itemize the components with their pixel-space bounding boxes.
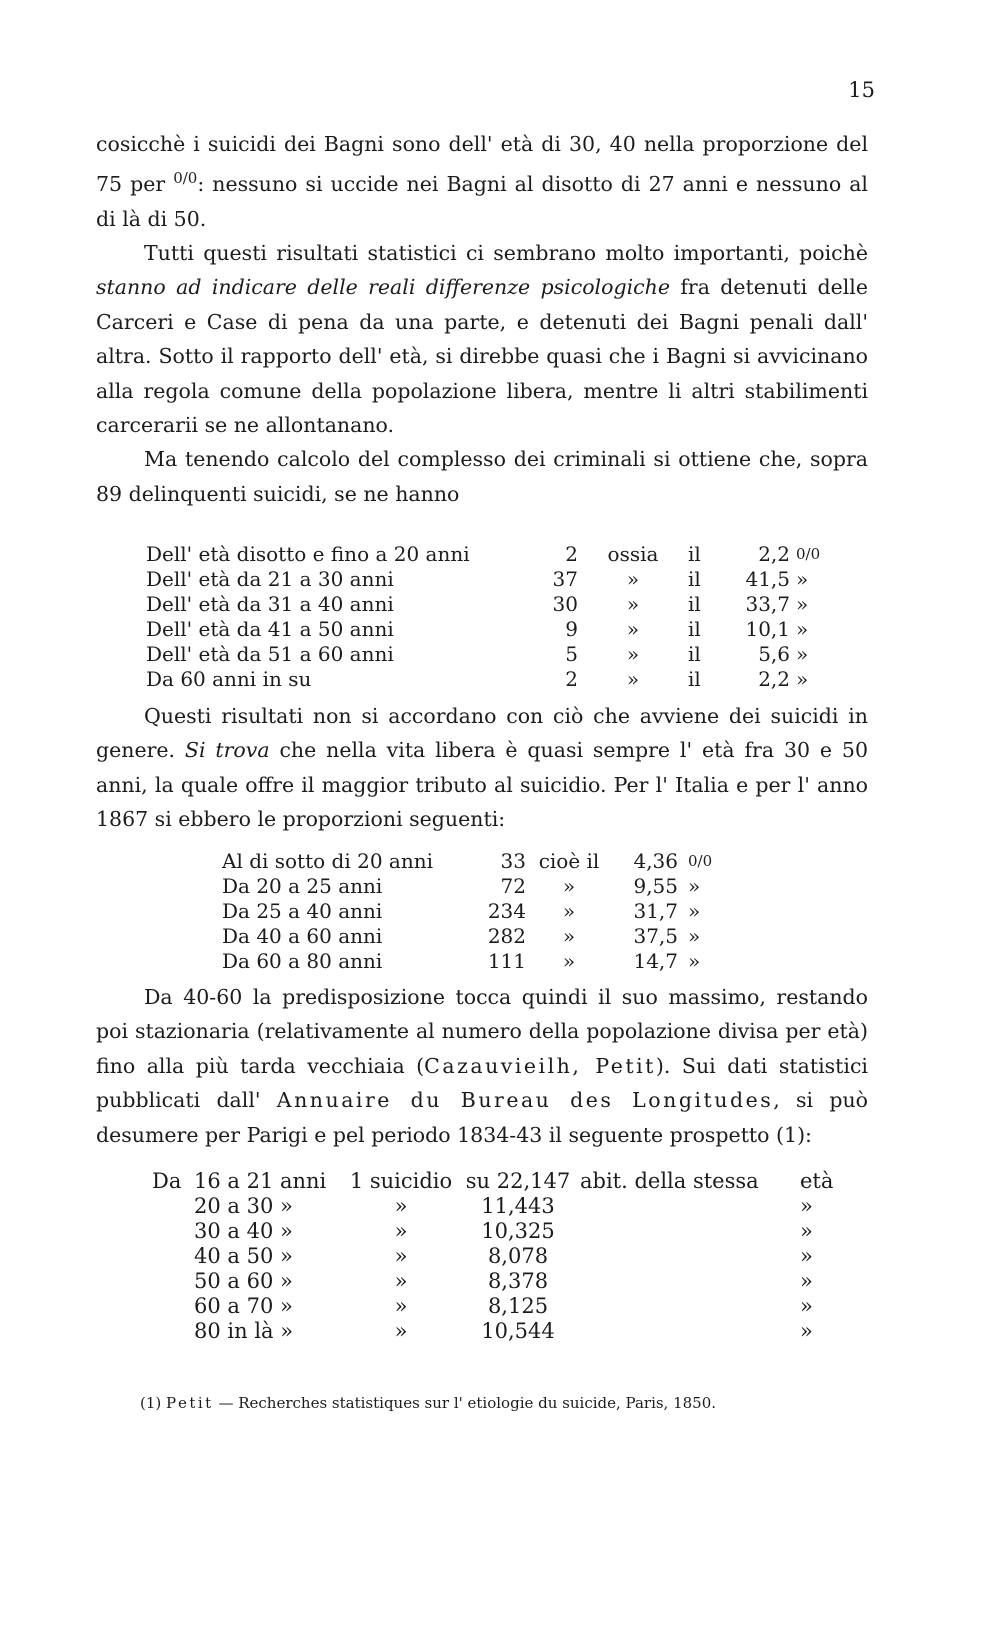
- table-row-pct: »: [796, 567, 809, 591]
- table-row-su: su 22,147: [465, 1169, 571, 1193]
- table-row: [152, 1244, 840, 1269]
- table-row-tail: [580, 1244, 800, 1269]
- table-row-end: »: [800, 1269, 813, 1293]
- table-row-da: [152, 1244, 194, 1269]
- table-row-n: 9: [565, 617, 578, 641]
- table-row-da: [152, 1294, 194, 1319]
- table-row-link: »: [562, 924, 576, 948]
- table-row-age: Da 60 anni in su: [146, 667, 312, 691]
- paragraph-4-end: che nella vita libera è quasi sempre l' età fra 30 e 50 anni, la quale offre il maggior tributo al suicidio. Per l' Italia e per l' anno 1867 si ebbero le proporzioni seguenti:: [96, 738, 868, 832]
- table-row-pct: »: [796, 642, 809, 666]
- table-row-il: il: [688, 642, 701, 666]
- table-row-end: »: [800, 1319, 813, 1343]
- age-table-criminals: [146, 542, 842, 692]
- age-table-paris: [152, 1169, 840, 1344]
- table-row-suicidio: »: [394, 1219, 408, 1243]
- paragraph-1-text: cosicchè i suicidi dei Bagni sono dell' età di 30, 40 nella proporzione del 75 per: [96, 132, 868, 197]
- paragraph-5-start: Da 40-60 la predisposizione tocca quindi il suo massimo, restando poi stazionaria (relativamente al numero della popolazione divisa per età) fino alla più tarda vecchiaia (: [96, 985, 868, 1078]
- table-row-end: »: [800, 1219, 813, 1243]
- table-row-range: 60 a 70 »: [194, 1294, 293, 1318]
- table-row-pct: »: [688, 949, 701, 973]
- table-row-da: [152, 1219, 194, 1244]
- table-row-suicidio: »: [394, 1244, 408, 1268]
- table-row-suicidio: 1 suicidio: [349, 1169, 453, 1193]
- citation-annuaire: Annuaire du Bureau des Longitudes: [276, 1088, 774, 1113]
- table-row-end: »: [800, 1244, 813, 1268]
- table-row-n: 234: [487, 899, 526, 923]
- table-row-da: Da: [152, 1169, 182, 1193]
- table-row: [222, 949, 748, 974]
- table-row-il: il: [688, 542, 701, 566]
- page-number: 15: [848, 78, 875, 102]
- table-row-suicidio: »: [394, 1294, 408, 1318]
- table-row-range: 16 a 21 anni: [194, 1169, 327, 1193]
- table-row-age: Dell' età disotto e fino a 20 anni: [146, 542, 470, 566]
- paragraph-5-end: , si può desumere per Parigi e pel periodo 1834-43 il seguente prospetto (1):: [96, 1088, 869, 1147]
- table-row-il: il: [688, 617, 701, 641]
- table-row: [152, 1219, 840, 1244]
- table-row-age: Da 25 a 40 anni: [222, 899, 383, 923]
- table-row: [146, 617, 842, 642]
- table-row-n: 33: [500, 849, 526, 873]
- table-row-su: 11,443: [481, 1194, 555, 1218]
- table-row-n: 37: [552, 567, 578, 591]
- footnote-author: Petit: [166, 1394, 214, 1412]
- table-row: [146, 667, 842, 692]
- table-row-su: 10,544: [481, 1319, 555, 1343]
- table-row-range: 30 a 40 »: [194, 1219, 293, 1243]
- table-row-val: 4,36: [633, 849, 678, 873]
- footnote-text: — Recherches statistiques sur l' etiologie du suicide, Paris, 1850.: [218, 1394, 717, 1412]
- table-row-val: 37,5: [633, 924, 678, 948]
- table-row-tail: [580, 1319, 800, 1344]
- table-row-end: »: [800, 1194, 813, 1218]
- table-row: [146, 642, 842, 667]
- table-row-link: ossia: [607, 542, 659, 566]
- table-row-link: »: [626, 592, 640, 616]
- table-row-age: Dell' età da 21 a 30 anni: [146, 567, 394, 591]
- citation-authors: Cazauvieilh, Petit: [424, 1053, 656, 1078]
- table-row-range: 20 a 30 »: [194, 1194, 293, 1218]
- footnote-mark: (1): [140, 1394, 162, 1412]
- table-row: [152, 1194, 840, 1219]
- paragraph-4-start: Questi risultati non si accordano con ciò che avviene dei suicidi in genere.: [96, 704, 868, 763]
- percent-sign: 0/0: [173, 169, 198, 188]
- table-row-pct: 0/0: [688, 852, 713, 870]
- table-row-da: [152, 1194, 194, 1219]
- table-row-link: »: [562, 949, 576, 973]
- table-row-pct: »: [688, 924, 701, 948]
- paragraph-2: [96, 236, 868, 442]
- table-row-range: 50 a 60 »: [194, 1269, 293, 1293]
- table-row: [152, 1294, 840, 1319]
- table-row-end: età: [800, 1169, 834, 1193]
- table-row-age: Da 40 a 60 anni: [222, 924, 383, 948]
- table-row-da: [152, 1319, 194, 1344]
- table-row: [146, 592, 842, 617]
- table-row-val: 10,1: [745, 617, 790, 641]
- table-row-range: 40 a 50 »: [194, 1244, 293, 1268]
- table-row-link: »: [562, 874, 576, 898]
- table-row-n: 72: [500, 874, 526, 898]
- table-row-age: Dell' età da 31 a 40 anni: [146, 592, 394, 616]
- table-row-su: 8,125: [487, 1294, 549, 1318]
- table-row-n: 5: [565, 642, 578, 666]
- table-row: [146, 542, 842, 567]
- table-row-suicidio: »: [394, 1319, 408, 1343]
- table-row-il: il: [688, 667, 701, 691]
- table-row-val: 2,2: [758, 542, 790, 566]
- paragraph-5-middle: ). Sui dati statistici pubblicati dall': [96, 1053, 868, 1113]
- table-row-pct: 0/0: [796, 545, 821, 563]
- paragraph-4: [96, 699, 868, 837]
- table-row-link: »: [626, 567, 640, 591]
- table-row-tail: [580, 1194, 800, 1219]
- table-row: [152, 1269, 840, 1294]
- table-row-su: 10,325: [481, 1219, 555, 1243]
- table-row-val: 9,55: [633, 874, 678, 898]
- table-row-val: 33,7: [745, 592, 790, 616]
- table-row: [222, 899, 748, 924]
- paragraph-3: Ma tenendo calcolo del complesso dei criminali si ottiene che, sopra 89 delinquenti suicidi, se ne hanno: [96, 447, 868, 506]
- table-row-age: Da 20 a 25 anni: [222, 874, 383, 898]
- table-row-pct: »: [688, 899, 701, 923]
- table-row-da: [152, 1269, 194, 1294]
- table-row: [146, 567, 842, 592]
- table-row-link: »: [626, 667, 640, 691]
- table-row: [222, 924, 748, 949]
- table-row-val: 5,6: [758, 642, 790, 666]
- table-row-tail: [580, 1294, 800, 1319]
- table-row-val: 31,7: [633, 899, 678, 923]
- table-row-n: 111: [487, 949, 526, 973]
- table-row-n: 2: [565, 667, 578, 691]
- table-row-link: »: [626, 617, 640, 641]
- table-row-age: Al di sotto di 20 anni: [222, 849, 433, 873]
- table-row-pct: »: [796, 592, 809, 616]
- table-row: [222, 849, 748, 874]
- table-row-il: il: [688, 592, 701, 616]
- table-row-range: 80 in là »: [194, 1319, 294, 1343]
- footnote: [140, 1393, 880, 1413]
- table-row-su: 8,378: [487, 1269, 549, 1293]
- table-row-pct: »: [796, 667, 809, 691]
- table-row-su: 8,078: [487, 1244, 549, 1268]
- table-row-tail: abit. della stessa: [580, 1169, 759, 1193]
- table-row-val: 2,2: [758, 667, 790, 691]
- table-row-link: »: [626, 642, 640, 666]
- table-row-tail: [580, 1269, 800, 1294]
- table-row-n: 30: [552, 592, 578, 616]
- table-row-pct: »: [796, 617, 809, 641]
- paragraph-1: [96, 127, 868, 236]
- table-row: [152, 1169, 840, 1194]
- paragraph-4-emphasis: Si trova: [184, 738, 270, 763]
- table-row: [222, 874, 748, 899]
- table-row-suicidio: »: [394, 1194, 408, 1218]
- table-row-n: 2: [565, 542, 578, 566]
- body-text-middle: [96, 699, 868, 837]
- table-row-suicidio: »: [394, 1269, 408, 1293]
- table-row-pct: »: [688, 874, 701, 898]
- paragraph-2-start: Tutti questi risultati statistici ci sembrano molto importanti, poichè: [144, 241, 868, 266]
- table-row: [152, 1319, 840, 1344]
- table-row-tail: [580, 1219, 800, 1244]
- table-row-age: Dell' età da 51 a 60 anni: [146, 642, 394, 666]
- table-row-end: »: [800, 1294, 813, 1318]
- table-row-age: Da 60 a 80 anni: [222, 949, 383, 973]
- paragraph-1-end: : nessuno si uccide nei Bagni al disotto di 27 anni e nessuno al di là di 50.: [96, 172, 868, 231]
- body-text-bottom: [96, 980, 868, 1152]
- paragraph-2-end: fra detenuti delle Carceri e Case di pena da una parte, e detenuti dei Bagni penali dall' altra. Sotto il rapporto dell' età, si direbbe quasi che i Bagni si avvicinano alla regola comune della popolazione libera, mentre li altri stabilimenti carcerarii se ne allontanano.: [96, 275, 868, 438]
- table-row-link: »: [562, 899, 576, 923]
- body-text-top: [96, 127, 868, 511]
- paragraph-5: [96, 980, 868, 1152]
- paragraph-2-emphasis: stanno ad indicare delle reali differenze psicologiche: [96, 275, 670, 300]
- table-row-val: 14,7: [633, 949, 678, 973]
- age-table-italy-1867: [222, 849, 748, 974]
- table-row-age: Dell' età da 41 a 50 anni: [146, 617, 394, 641]
- table-row-val: 41,5: [745, 567, 790, 591]
- table-row-link: cioè il: [538, 849, 600, 873]
- table-row-n: 282: [487, 924, 526, 948]
- table-row-il: il: [688, 567, 701, 591]
